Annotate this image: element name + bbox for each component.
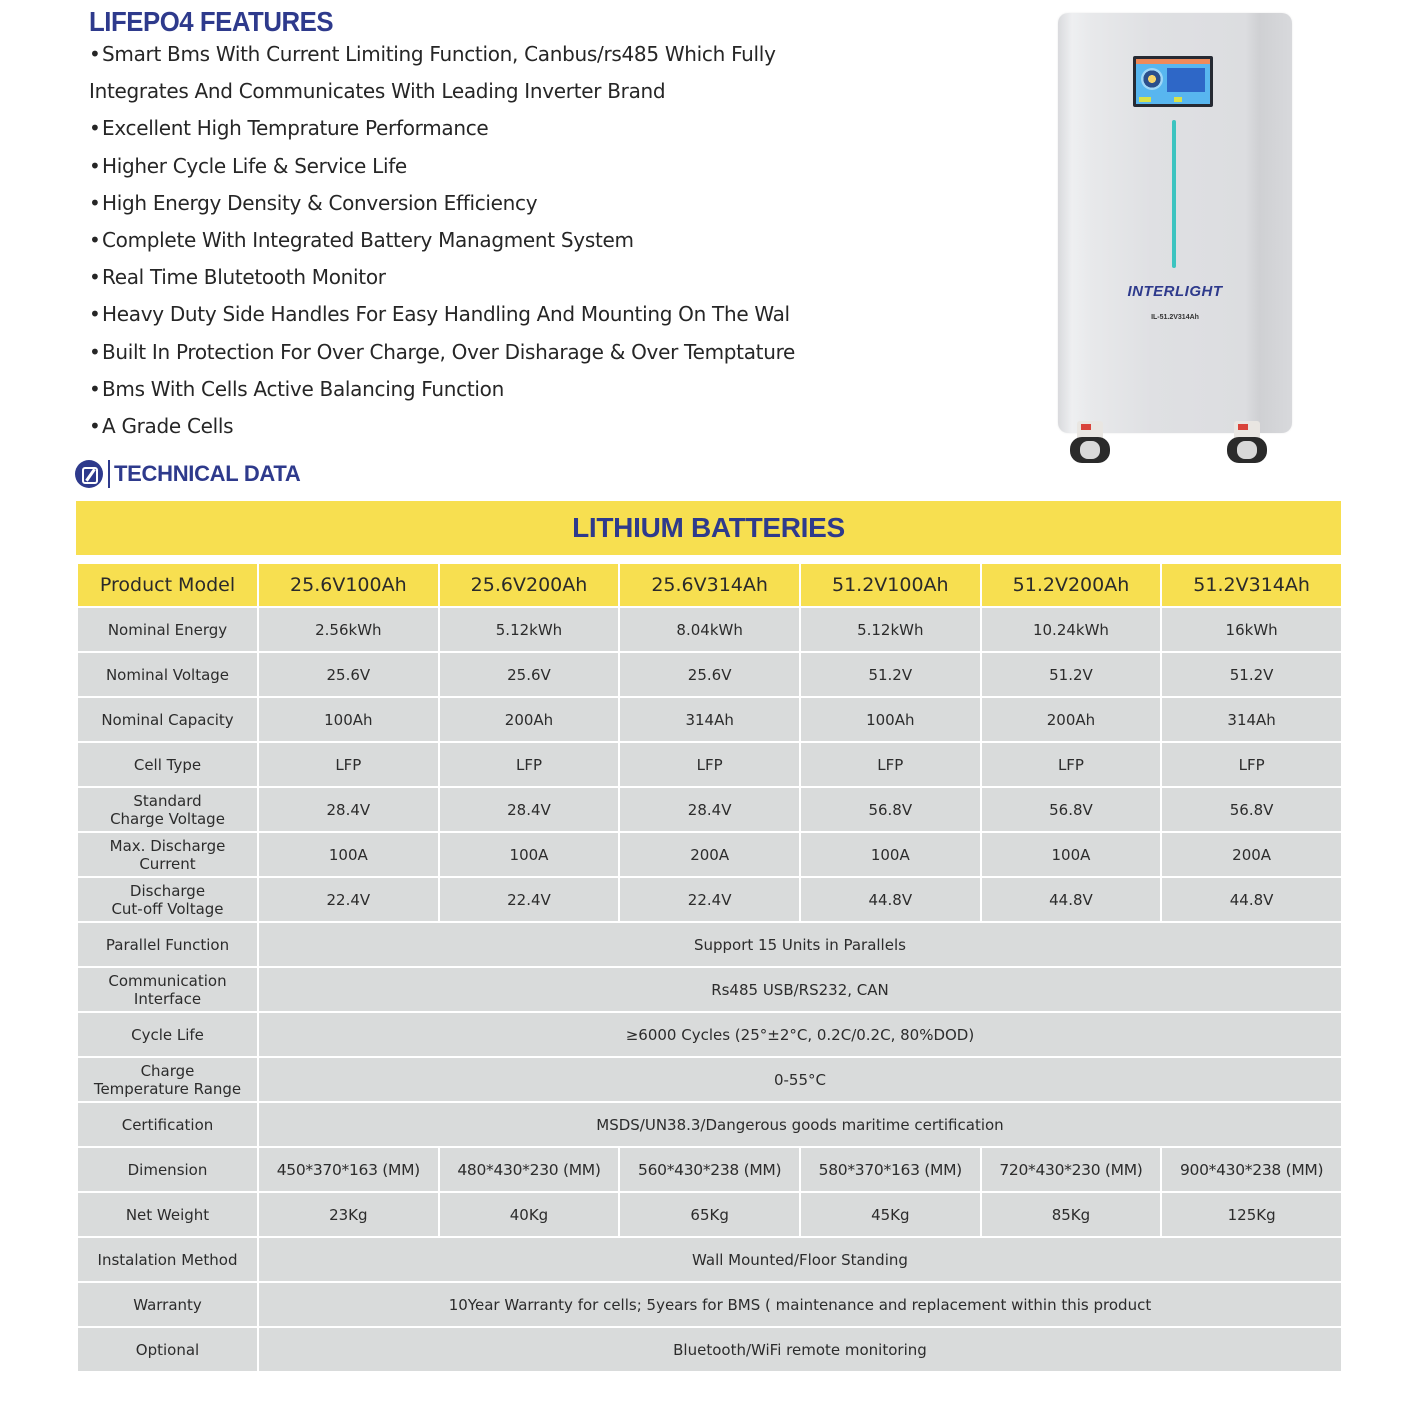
cell-value: 25.6V — [439, 652, 620, 697]
row-label: Cell Type — [77, 742, 258, 787]
feature-text: Heavy Duty Side Handles For Easy Handling And Mounting On The Wal — [102, 302, 790, 327]
cell-value: 28.4V — [619, 787, 800, 832]
row-label: Nominal Voltage — [77, 652, 258, 697]
feature-item — [89, 36, 795, 73]
table-row-nominal-voltage — [77, 652, 1342, 697]
row-label: Dimension — [77, 1147, 258, 1192]
caster-wheel-right — [1226, 421, 1268, 467]
cell-value: 125Kg — [1161, 1192, 1342, 1237]
cell-value: 100A — [439, 832, 620, 877]
feature-item — [89, 259, 795, 296]
cell-value: 314Ah — [619, 697, 800, 742]
cell-value: 44.8V — [981, 877, 1162, 922]
model-label: IL-51.2V314Ah — [1151, 314, 1199, 321]
cell-value: 40Kg — [439, 1192, 620, 1237]
table-row-cycle-life — [77, 1012, 1342, 1057]
table-header-row — [77, 563, 1342, 607]
table-row-nominal-energy — [77, 607, 1342, 652]
cell-value: 450*370*163 (MM) — [258, 1147, 439, 1192]
table-row-nominal-capacity — [77, 697, 1342, 742]
cell-value: 16kWh — [1161, 607, 1342, 652]
row-label: Nominal Capacity — [77, 697, 258, 742]
cell-value: 720*430*230 (MM) — [981, 1147, 1162, 1192]
cell-value: 44.8V — [800, 877, 981, 922]
row-label: Instalation Method — [77, 1237, 258, 1282]
cell-value: LFP — [981, 742, 1162, 787]
bullet-icon: • — [89, 190, 101, 215]
table-row-cell-type — [77, 742, 1342, 787]
table-row-warranty — [77, 1282, 1342, 1327]
table-row-communication-interface — [77, 967, 1342, 1012]
cell-value: 200Ah — [439, 697, 620, 742]
features-list — [89, 36, 795, 445]
cell-value: 28.4V — [258, 787, 439, 832]
row-label: Max. Discharge Current — [77, 832, 258, 877]
feature-item — [89, 222, 795, 259]
bullet-icon: • — [89, 153, 101, 178]
table-row-standard-charge-voltage — [77, 787, 1342, 832]
cell-value: 65Kg — [619, 1192, 800, 1237]
spec-table — [76, 562, 1343, 1373]
cell-value: 51.2V — [1161, 652, 1342, 697]
technical-data-title: TECHNICAL DATA — [114, 461, 301, 486]
cell-value: LFP — [439, 742, 620, 787]
table-row-max-discharge-current — [77, 832, 1342, 877]
cell-value: 45Kg — [800, 1192, 981, 1237]
cell-value: 100A — [258, 832, 439, 877]
row-label: Warranty — [77, 1282, 258, 1327]
cell-value: 314Ah — [1161, 697, 1342, 742]
table-row-net-weight — [77, 1192, 1342, 1237]
bullet-icon: • — [89, 413, 101, 438]
table-row-instalation-method — [77, 1237, 1342, 1282]
cell-value: 580*370*163 (MM) — [800, 1147, 981, 1192]
table-row-optional — [77, 1327, 1342, 1372]
cell-value: 51.2V — [981, 652, 1162, 697]
feature-text: Integrates And Communicates With Leading Inverter Brand — [89, 79, 666, 104]
cell-value: 22.4V — [439, 877, 620, 922]
feature-text: Bms With Cells Active Balancing Function — [102, 376, 504, 401]
cell-value-shared: Bluetooth/WiFi remote monitoring — [258, 1327, 1342, 1372]
cell-value: 51.2V — [800, 652, 981, 697]
cell-value-shared: Support 15 Units in Parallels — [258, 922, 1342, 967]
row-label: Certification — [77, 1102, 258, 1147]
cell-value: 8.04kWh — [619, 607, 800, 652]
table-banner — [76, 501, 1341, 555]
cell-value: 10.24kWh — [981, 607, 1162, 652]
bullet-icon: • — [89, 227, 101, 252]
feature-text: Excellent High Temprature Performance — [102, 116, 489, 141]
feature-item — [89, 110, 795, 147]
gauge-icon — [1141, 68, 1163, 90]
table-row-certification — [77, 1102, 1342, 1147]
bullet-icon: • — [89, 42, 101, 66]
cell-value-shared: Wall Mounted/Floor Standing — [258, 1237, 1342, 1282]
cell-value: LFP — [258, 742, 439, 787]
cell-value: 44.8V — [1161, 877, 1342, 922]
cell-value: 5.12kWh — [800, 607, 981, 652]
cell-value: 200Ah — [981, 697, 1162, 742]
caster-wheel-left — [1069, 421, 1111, 467]
cell-value: 100A — [800, 832, 981, 877]
led-light-strip — [1172, 120, 1176, 268]
bullet-icon: • — [89, 376, 101, 401]
feature-text: Higher Cycle Life & Service Life — [102, 153, 407, 178]
divider — [108, 460, 110, 488]
cell-value: LFP — [619, 742, 800, 787]
cell-value: 56.8V — [1161, 787, 1342, 832]
feature-item — [89, 334, 795, 371]
cell-value: 25.6V — [258, 652, 439, 697]
feature-text: Complete With Integrated Battery Managment System — [102, 227, 634, 252]
cell-value: 23Kg — [258, 1192, 439, 1237]
header-product-model: Product Model — [77, 563, 258, 607]
cell-value: 22.4V — [619, 877, 800, 922]
feature-item — [89, 408, 795, 445]
bullet-icon: • — [89, 302, 101, 327]
row-label: Communication Interface — [77, 967, 258, 1012]
cell-value: 200A — [619, 832, 800, 877]
cell-value: 5.12kWh — [439, 607, 620, 652]
cell-value-shared: MSDS/UN38.3/Dangerous goods maritime certification — [258, 1102, 1342, 1147]
table-row-dimension — [77, 1147, 1342, 1192]
row-label: Cycle Life — [77, 1012, 258, 1057]
header-model-51-2v314ah: 51.2V314Ah — [1161, 563, 1342, 607]
feature-text: A Grade Cells — [102, 413, 234, 438]
row-label: Nominal Energy — [77, 607, 258, 652]
cell-value: LFP — [800, 742, 981, 787]
header-model-25-6v100ah: 25.6V100Ah — [258, 563, 439, 607]
feature-text: Built In Protection For Over Charge, Over Disharage & Over Temptature — [102, 339, 796, 364]
cell-value: 100A — [981, 832, 1162, 877]
cell-value: 100Ah — [258, 697, 439, 742]
cell-value: 22.4V — [258, 877, 439, 922]
feature-item — [89, 148, 795, 185]
cell-value: LFP — [1161, 742, 1342, 787]
technical-data-header — [75, 458, 300, 490]
row-label: Standard Charge Voltage — [77, 787, 258, 832]
cell-value: 900*430*238 (MM) — [1161, 1147, 1342, 1192]
feature-item — [89, 185, 795, 222]
feature-item — [89, 73, 795, 110]
cell-value: 85Kg — [981, 1192, 1162, 1237]
cell-value: 56.8V — [800, 787, 981, 832]
header-model-25-6v314ah: 25.6V314Ah — [619, 563, 800, 607]
row-label: Parallel Function — [77, 922, 258, 967]
battery-product-image — [1058, 13, 1292, 433]
cell-value: 480*430*230 (MM) — [439, 1147, 620, 1192]
row-label: Charge Temperature Range — [77, 1057, 258, 1102]
row-label: Discharge Cut-off Voltage — [77, 877, 258, 922]
bullet-icon: • — [89, 116, 101, 141]
cell-value-shared: 10Year Warranty for cells; 5years for BMS ( maintenance and replacement within this product — [258, 1282, 1342, 1327]
feature-item — [89, 371, 795, 408]
header-model-51-2v100ah: 51.2V100Ah — [800, 563, 981, 607]
cell-value: 28.4V — [439, 787, 620, 832]
bullet-icon: • — [89, 339, 101, 364]
row-label: Optional — [77, 1327, 258, 1372]
cell-value: 25.6V — [619, 652, 800, 697]
cell-value-shared: Rs485 USB/RS232, CAN — [258, 967, 1342, 1012]
banner-title: LITHIUM BATTERIES — [572, 512, 845, 543]
feature-text: Smart Bms With Current Limiting Function, Canbus/rs485 Which Fully — [102, 42, 776, 66]
table-row-charge-temperature-range — [77, 1057, 1342, 1102]
features-title: LIFEPO4 FEATURES — [89, 6, 334, 37]
cell-value: 56.8V — [981, 787, 1162, 832]
cell-value-shared: 0-55°C — [258, 1057, 1342, 1102]
table-row-parallel-function — [77, 922, 1342, 967]
feature-item — [89, 296, 795, 333]
cell-value: 560*430*238 (MM) — [619, 1147, 800, 1192]
row-label: Net Weight — [77, 1192, 258, 1237]
cell-value-shared: ≥6000 Cycles (25°±2°C, 0.2C/0.2C, 80%DOD) — [258, 1012, 1342, 1057]
cell-value: 100Ah — [800, 697, 981, 742]
document-pen-icon — [75, 460, 103, 488]
brand-logo: INTERLIGHT — [1127, 283, 1223, 300]
header-model-51-2v200ah: 51.2V200Ah — [981, 563, 1162, 607]
table-row-discharge-cut-off-voltage — [77, 877, 1342, 922]
cell-value: 2.56kWh — [258, 607, 439, 652]
feature-text: Real Time Blutetooth Monitor — [102, 265, 386, 290]
header-model-25-6v200ah: 25.6V200Ah — [439, 563, 620, 607]
lcd-display-screen — [1133, 56, 1213, 107]
cell-value: 200A — [1161, 832, 1342, 877]
feature-text: High Energy Density & Conversion Efficiency — [102, 190, 538, 215]
bullet-icon: • — [89, 265, 101, 290]
